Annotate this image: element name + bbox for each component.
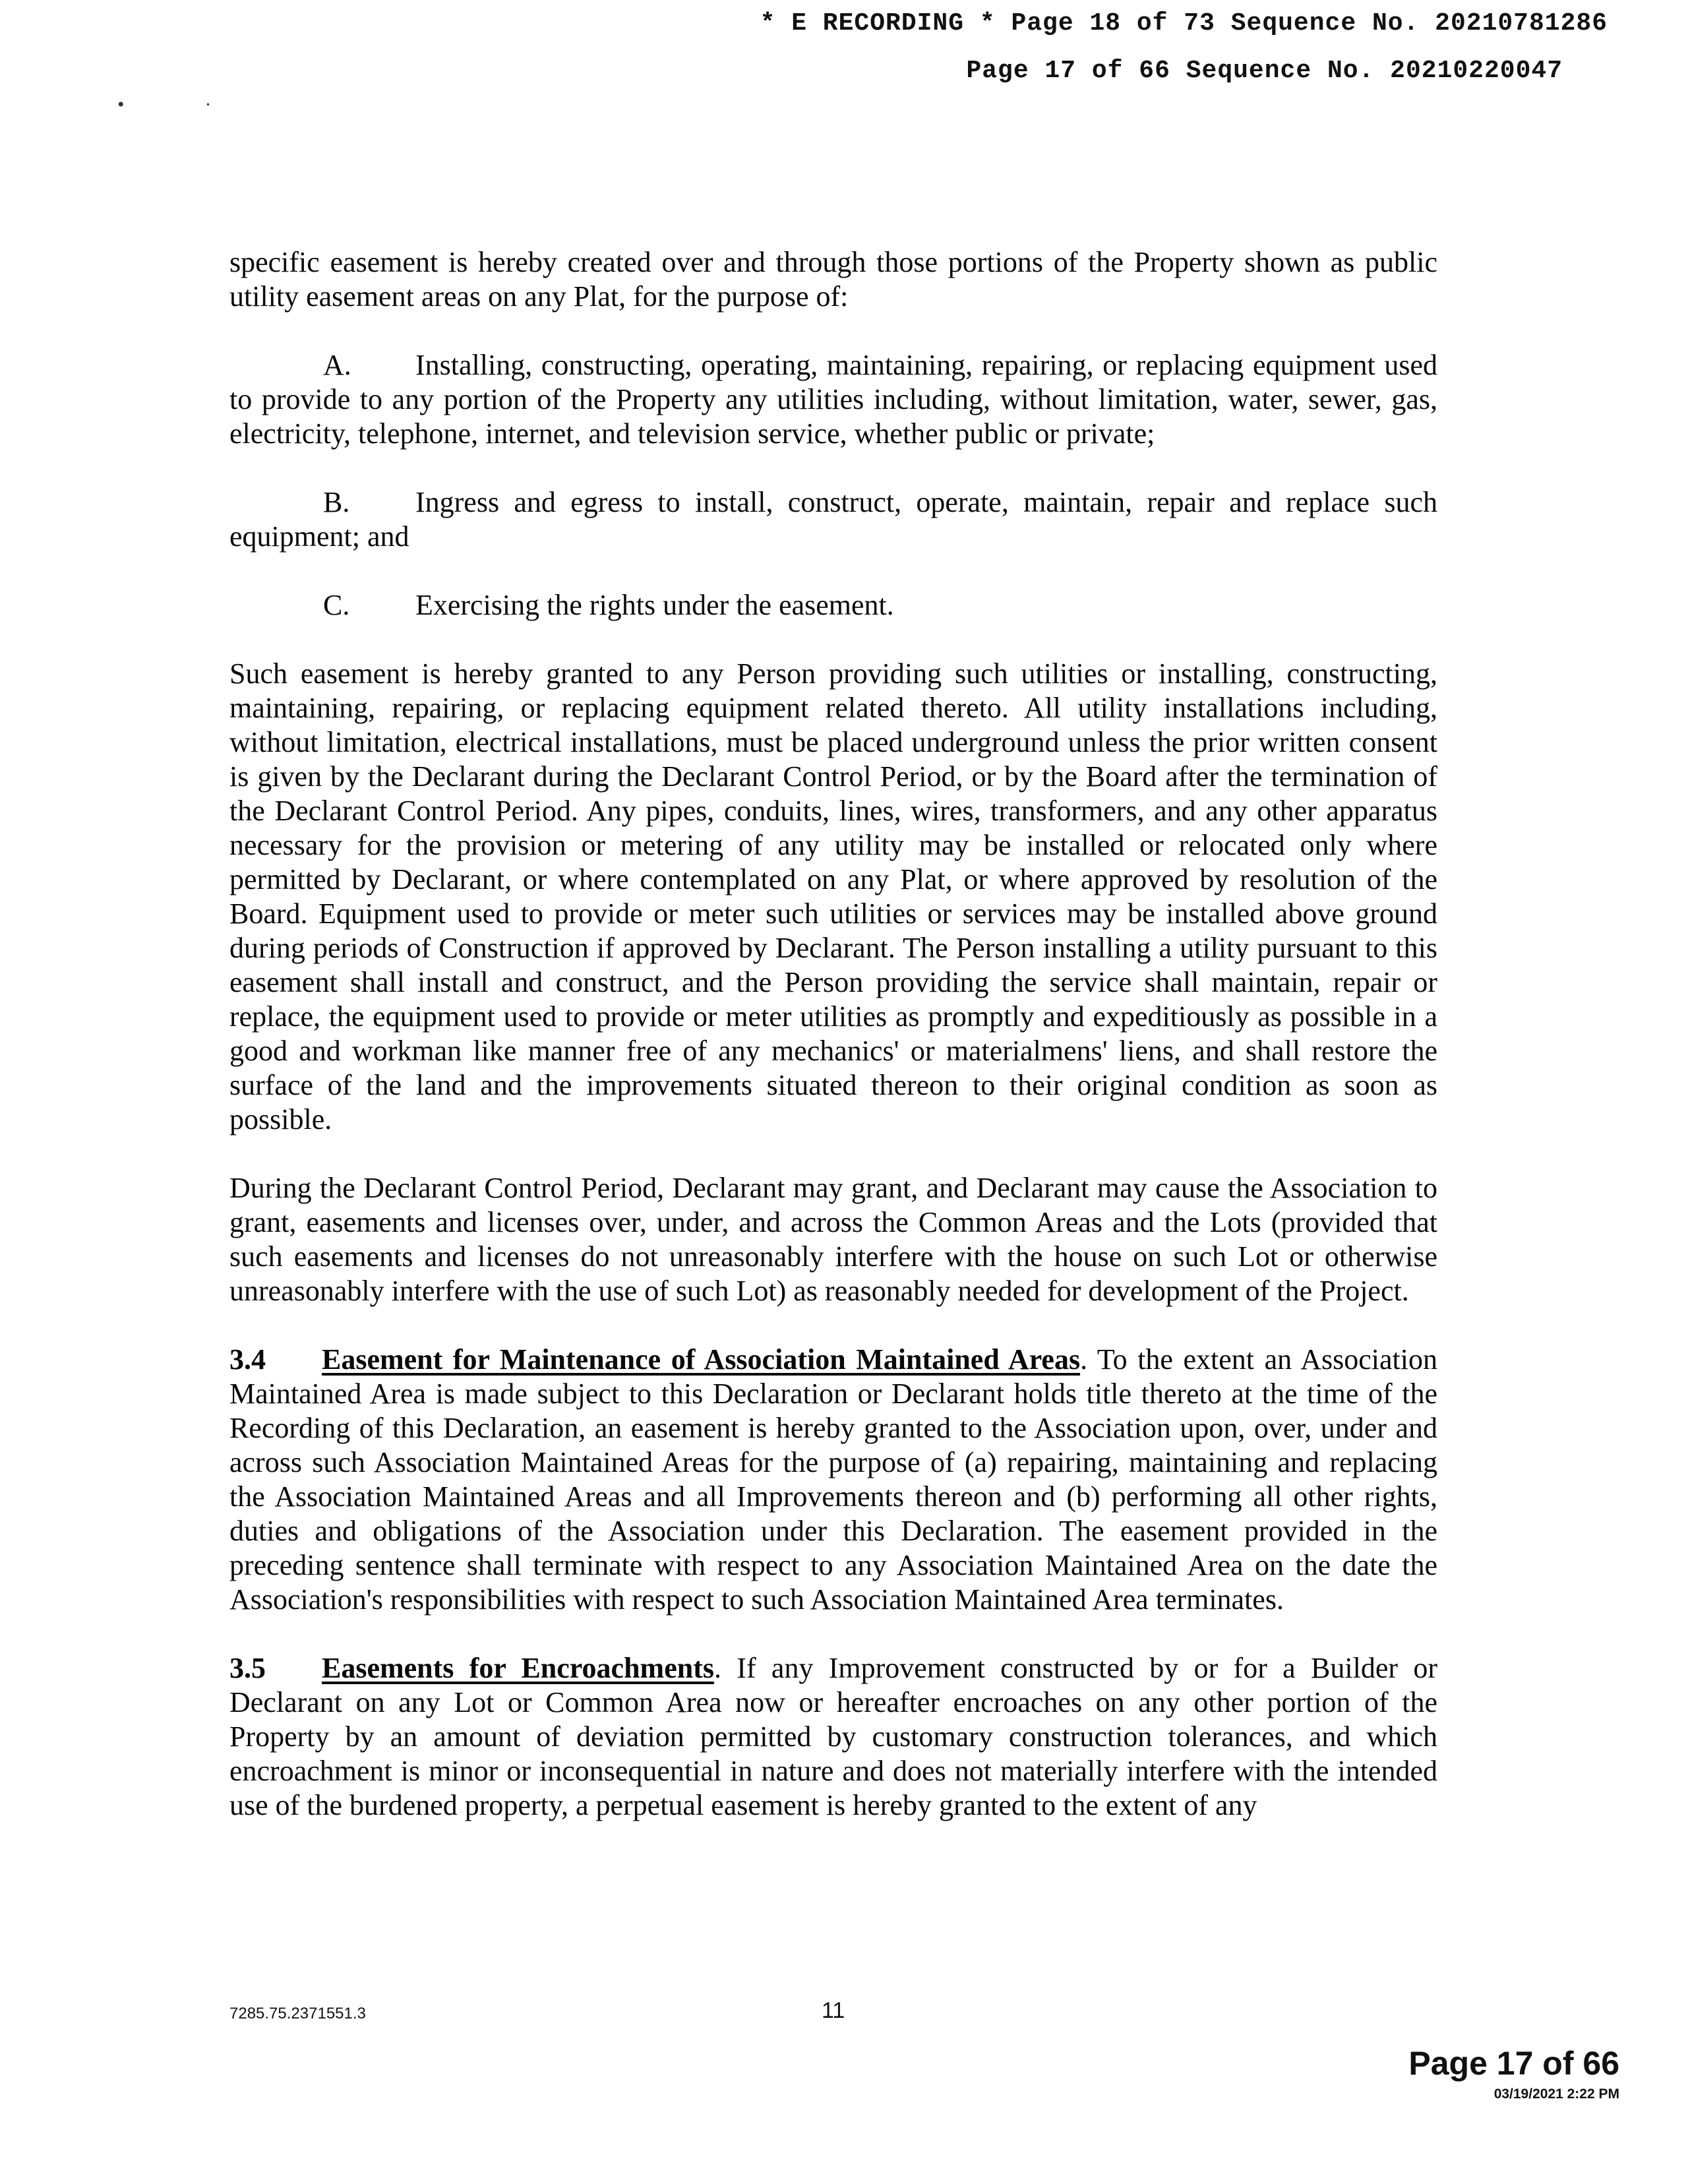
page-number: 11 [822,1998,845,2023]
recording-stamp-line-1: * E RECORDING * Page 18 of 73 Sequence No. 20210781286 [760,9,1608,38]
list-item-text: Exercising the rights under the easement. [415,589,894,621]
list-item-label: B. [323,486,350,518]
section-3-4 [229,1343,1437,1617]
intro-paragraph: specific easement is hereby created over and through those portions of the Property shown as public utility easement areas on any Plat, for the purpose of: [229,246,1437,313]
list-item-label: C. [323,589,350,621]
list-item [229,485,1437,554]
section-number: 3.5 [229,1652,266,1684]
recorder-page-label: Page 17 of 66 [1408,2045,1619,2082]
document-id: 7285.75.2371551.3 [229,2005,366,2022]
section-number: 3.4 [229,1343,266,1376]
list-item [229,348,1437,451]
section-text: . If any Improvement constructed by or for a Builder or Declarant on any Lot or Common Area now or hereafter encroaches on any other portion of the Property by an amount of deviation permitted by customary construction tolerances, and which encroachment is minor or inconsequential in nature and does not materially interfere with the intended use of the burdened property, a perpetual easement is hereby granted to the extent of any [229,1652,1437,1821]
section-title: Easement for Maintenance of Association Maintained Areas [322,1343,1081,1376]
scan-specks: • · [117,94,212,115]
declarant-grant-paragraph: During the Declarant Control Period, Declarant may grant, and Declarant may cause the Association to grant, easements and licenses over, under, and across the Common Areas and the Lots (provided that such easements and licenses do not unreasonably interfere with the house on such Lot or otherwise unreasonably interfere with the use of such Lot) as reasonably needed for development of the Project. [229,1172,1437,1307]
list-item-text: Installing, constructing, operating, maintaining, repairing, or replacing equipment used to provide to any portion of the Property any utilities including, without limitation, water, sewer, gas, electricity, telephone, internet, and television service, whether public or private; [229,349,1437,450]
section-title: Easements for Encroachments [322,1652,714,1684]
document-body [229,245,1437,1823]
recording-stamp-line-2: Page 17 of 66 Sequence No. 20210220047 [966,57,1563,85]
list-item-label: A. [323,349,351,381]
section-3-5 [229,1651,1437,1823]
list-item-text: Ingress and egress to install, construct, operate, maintain, repair and replace such equipment; and [229,486,1437,553]
section-text: . To the extent an Association Maintained Area is made subject to this Declaration or Declarant holds title thereto at the time of the Recording of this Declaration, an easement is hereby granted to the Association upon, over, under and across such Association Maintained Areas for the purpose of (a) repairing, maintaining and replacing the Association Maintained Areas and all Improvements thereon and (b) performing all other rights, duties and obligations of the Association under this Declaration. The easement provided in the preceding sentence shall terminate with respect to any Association Maintained Area on the date the Association's responsibilities with respect to such Association Maintained Area terminates. [229,1343,1437,1616]
list-item [229,588,1437,622]
utility-easement-paragraph: Such easement is hereby granted to any Person providing such utilities or installing, constructing, maintaining, repairing, or replacing equipment related thereto. All utility installations including, without limitation, electrical installations, must be placed underground unless the prior written consent is given by the Declarant during the Declarant Control Period, or by the Board after the termination of the Declarant Control Period. Any pipes, conduits, lines, wires, transformers, and any other apparatus necessary for the provision or metering of any utility may be installed or relocated only where permitted by Declarant, or where contemplated on any Plat, or where approved by resolution of the Board. Equipment used to provide or meter such utilities or services may be installed above ground during periods of Construction if approved by Declarant. The Person installing a utility pursuant to this easement shall install and construct, and the Person providing the service shall maintain, repair or replace, the equipment used to provide or meter utilities as promptly and expeditiously as possible in a good and workman like manner free of any mechanics' or materialmens' liens, and shall restore the surface of the land and the improvements situated thereon to their original condition as soon as possible. [229,657,1437,1136]
recorder-datetime: 03/19/2021 2:22 PM [1493,2086,1619,2102]
